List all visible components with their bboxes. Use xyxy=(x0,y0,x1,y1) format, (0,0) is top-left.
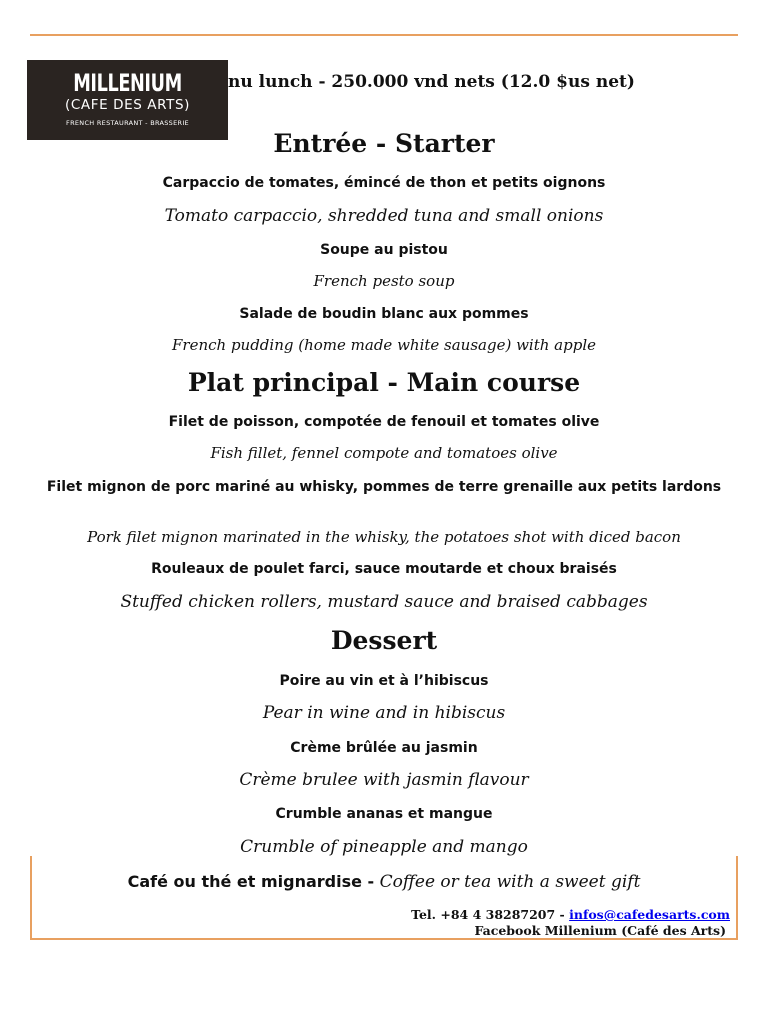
main-heading: Plat principal - Main course xyxy=(187,368,581,397)
main-item-1-fr: Filet de poisson, compotée de fenouil et tomates olive xyxy=(168,414,600,430)
coffee-line xyxy=(0,871,768,893)
logo-subtitle: (CAFE DES ARTS) xyxy=(64,97,190,113)
email-link[interactable]: infos@cafedesarts.com xyxy=(569,907,730,922)
menu-title: nu lunch - 250.000 vnd nets (12.0 $us net) xyxy=(228,72,635,92)
main-item-3-en: Stuffed chicken rollers, mustard sauce and braised cabbages xyxy=(120,592,648,612)
dessert-item-2-en: Crème brulee with jasmin flavour xyxy=(239,770,529,790)
coffee-en: Coffee or tea with a sweet gift xyxy=(379,872,641,892)
contact-line xyxy=(411,907,730,923)
starter-item-1-fr: Carpaccio de tomates, émincé de thon et petits oignons xyxy=(162,175,606,191)
dessert-item-3-fr: Crumble ananas et mangue xyxy=(275,806,493,822)
starter-heading: Entrée - Starter xyxy=(273,129,495,158)
dessert-item-1-fr: Poire au vin et à l’hibiscus xyxy=(279,673,489,689)
restaurant-logo xyxy=(27,60,228,140)
dessert-item-3-en: Crumble of pineapple and mango xyxy=(240,837,528,857)
starter-item-2-en: French pesto soup xyxy=(313,272,455,290)
coffee-fr: Café ou thé et mignardise - xyxy=(127,872,375,891)
main-item-1-en: Fish fillet, fennel compote and tomatoes olive xyxy=(210,444,558,462)
phone-number: Tel. +84 4 38287207 - xyxy=(411,907,565,922)
main-item-2-fr: Filet mignon de porc mariné au whisky, pommes de terre grenaille aux petits lardons xyxy=(46,479,722,495)
facebook-line: Facebook Millenium (Café des Arts) xyxy=(474,923,726,938)
logo-tagline: FRENCH RESTAURANT - BRASSERIE xyxy=(66,119,189,127)
starter-item-3-en: French pudding (home made white sausage) with apple xyxy=(172,336,596,354)
starter-item-2-fr: Soupe au pistou xyxy=(320,242,448,258)
main-item-2-en: Pork filet mignon marinated in the whisky, the potatoes shot with diced bacon xyxy=(87,528,681,546)
top-divider xyxy=(30,34,738,36)
starter-item-1-en: Tomato carpaccio, shredded tuna and small onions xyxy=(164,206,604,226)
starter-item-3-fr: Salade de boudin blanc aux pommes xyxy=(239,306,529,322)
dessert-item-1-en: Pear in wine and in hibiscus xyxy=(262,703,506,723)
main-item-3-fr: Rouleaux de poulet farci, sauce moutarde et choux braisés xyxy=(151,561,617,577)
logo-name: MILLENIUM xyxy=(73,69,182,97)
dessert-item-2-fr: Crème brûlée au jasmin xyxy=(290,740,478,756)
dessert-heading: Dessert xyxy=(330,626,438,655)
